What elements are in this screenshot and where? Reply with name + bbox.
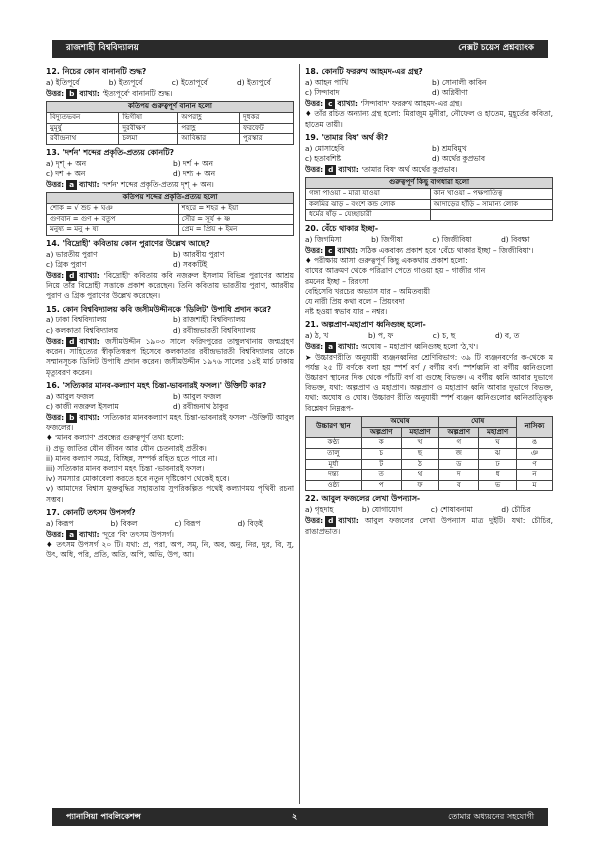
note-point: নষ্ট হওয়া স্বভাব যার – নশ্বর। bbox=[305, 307, 388, 317]
options bbox=[305, 235, 553, 245]
question-text: 13. 'দর্শন' শব্দের প্রকৃতি-প্রত্যয় কোনটি? bbox=[46, 147, 174, 157]
table-row: ওষ্ঠ্য প ফ ব ভ ম bbox=[306, 480, 553, 491]
answer-badge: c bbox=[325, 99, 335, 109]
question-17 bbox=[46, 508, 294, 561]
option: c) হতাবশিষ্ট bbox=[305, 153, 341, 163]
answer: উত্তর: d ব্যাখ্যা: জসীমউদ্দীন ১৯০৩ সালে ফরিদপুরের তাম্বুলখানায় জন্মগ্রহণ করেন। সাহিত্যের স্বীকৃতিস্বরূপ হিসেবে কলকাতার রবীন্দ্রভারতী বিশ্ববিদ্যালয় তাকে সম্মানসূচক ডিলিট উপাধি প্রদান করেন। জসীমউদ্দীন ১৯৭৬ সালের ১৪ই মার্চ ঢাকায় মৃত্যুবরণ করেন। bbox=[46, 336, 294, 377]
note: ♦ পরীক্ষায় আসা গুরুত্বপূর্ণ কিছু এককথায় প্রকাশ হলো: bbox=[305, 256, 468, 266]
option: a) ইতিপূর্বে bbox=[46, 77, 80, 87]
note: ♦ তাঁর রচিত অন্যান্য গ্রন্থ হলো: মিরাজুম মুনীরা, নৌফেল ও হাতেম, মুহূর্তের কবিতা, হাতেম তায়ী। bbox=[305, 109, 553, 129]
suffix-table: কতিপয় শব্দের প্রকৃতি-প্রত্যয় হলো শোক = √ শুচ + ঘঞ শহরে = শহর + ইয়া গুণবান = গুণ + বতুপ সৌর = সূর্য + ষ্ণ মনুষ্য = মনু + ষ্য প্রেম = প্রিয় + ইমন bbox=[46, 192, 294, 236]
page-header bbox=[52, 40, 548, 58]
page-footer bbox=[52, 808, 548, 826]
note-point: রমনের ইচ্ছা – রিরংসা bbox=[305, 276, 369, 286]
answer-badge: b bbox=[66, 89, 77, 99]
table-row: কলমির ঝাড় – বংশে কন্ড লোক আদাড়ের হাঁড়ি – সামান্য লোক bbox=[306, 199, 553, 210]
question-text: 14. 'বিদ্রোহী' কবিতায় কোন পুরাণের উল্লেখ আছে? bbox=[46, 238, 210, 248]
answer-badge: d bbox=[66, 271, 77, 281]
question-text: 15. কোন বিশ্ববিদ্যালয় কবি জসীমউদ্দীনকে 'ডিলিট' উপাধি প্রদান করে? bbox=[46, 304, 272, 314]
options bbox=[46, 392, 294, 412]
option: b) জিগীষা bbox=[371, 234, 403, 244]
answer-badge: a bbox=[66, 530, 77, 540]
book-title: নেক্সট চয়েস প্রশ্নব্যাংক bbox=[458, 43, 534, 53]
question-14 bbox=[46, 239, 294, 302]
option: c) দশ + অন bbox=[46, 168, 86, 178]
question-text: 20. বেঁচে থাকার ইচ্ছা- bbox=[305, 223, 379, 233]
answer-badge: a bbox=[66, 180, 77, 190]
option: b) আরবীয় পুরাণ bbox=[173, 249, 225, 259]
option: a) কিরূপ bbox=[46, 518, 74, 528]
right-column bbox=[305, 64, 553, 804]
question-20 bbox=[305, 224, 553, 318]
option: a) আহন পাখি bbox=[305, 77, 349, 87]
question-21 bbox=[305, 320, 553, 491]
answer-badge: d bbox=[325, 165, 336, 175]
question-text: 22. আবুল ফজলের লেখা উপন্যাস- bbox=[305, 494, 421, 504]
table-row: মুমূর্ষু দুরবীক্ষণ পরাহ্ণ ফরফেট bbox=[47, 123, 294, 134]
answer-badge: b bbox=[66, 413, 77, 423]
options bbox=[305, 505, 553, 515]
table-row: গঙ্গা পাওয়া – মারা যাওয়া কান খাওয়া – পক্ষপাতিত্ব bbox=[306, 188, 553, 199]
question-16 bbox=[46, 381, 294, 505]
phonetics-table: উচ্চারণ স্থান অঘোষ ঘোষ নাসিক্য অল্পপ্রাণ মহাপ্রাণ অল্পপ্রাণ মহাপ্রাণ কণ্ঠ্য ক খ গ ঘ ঙ তালু চ ছ জ ঝ ঞ মূর্ধা ট ঠ ড ঢ ণ দন্ত্য ত থ দ ধ ন ওষ্ঠ্য প ফ ব ভ ম bbox=[305, 416, 553, 492]
column-divider bbox=[299, 64, 300, 804]
note-point: বেহিসেবি খরচের অভ্যাস যার – অমিতব্যয়ী bbox=[305, 286, 431, 296]
option: b) ইত্যপূর্বে bbox=[108, 77, 143, 87]
university-title: রাজশাহী বিশ্ববিদ্যালয় bbox=[66, 43, 139, 53]
note-point: i) প্রভু জাতির যৌন জীবন আর যৌন চেতনারই প্রতীক। bbox=[46, 443, 207, 453]
option: b) সোনালী কাবিন bbox=[432, 77, 487, 87]
option: d) অর্থের কুপ্রভাব bbox=[432, 153, 485, 163]
option: d) ইত্যপুর্বে bbox=[237, 77, 271, 87]
answer: উত্তর: c ব্যাখ্যা: সঠিক একবাক্য প্রকাশ হবে 'বেঁচে থাকার ইচ্ছা – জিজীবিষা'। bbox=[305, 245, 534, 255]
answer: উত্তর: a ব্যাখ্যা: 'দর্শন' শব্দের প্রকৃতি-প্রত্যয় দৃশ্‌ + অন। bbox=[46, 180, 214, 189]
question-13 bbox=[46, 148, 294, 236]
note: ♦ তৎসম উপসর্গ ২০ টি। যথা: প্র, পরা, অপ, সম্‌, নি, অব, অনু, নির, দুর, বি, সু, উৎ, অধি, পরি, প্রতি, অতি, অপি, অভি, উপ, আ। bbox=[46, 540, 294, 560]
option: a) আবুল ফজল bbox=[46, 391, 94, 401]
spelling-table: কতিপয় গুরুত্বপূর্ণ বানান হলো বিদ্যুতভবন ভিগীষা অপরাহ্ণ দূধকর মুমূর্ষু দুরবীক্ষণ পরাহ্ণ ফরফেট রবীন্দ্রনাথ চলমা আবিষ্কার পুরস্কার bbox=[46, 101, 294, 145]
option: c) শোষাবনামা bbox=[430, 505, 473, 515]
option: c) চ, ছ bbox=[432, 331, 456, 341]
option: b) বিকল bbox=[110, 518, 138, 528]
option: d) বিড়ই bbox=[237, 518, 263, 528]
note: ➤ উচ্চারণরীতি অনুযায়ী ব্যঞ্জনধ্বনির শ্রেণিবিভাগ: ৩৯ টি ব্যঞ্জনবর্ণের ক-থেকে ম পর্যন্ত ২৫ টি বর্ণকে বলা হয় স্পর্শ বর্ণ / বর্গীয় বর্ণ। স্পর্শধ্বনি বা বর্গীয় ধ্বনিগুলো উচ্চারণ স্থানের দিক থেকে পাঁচটি বর্গ বা গুচ্ছে বিভক্ত। এ বর্গীয় ধ্বনি আবার দুভাগে বিভক্ত, যথা: অল্পপ্রাণ ও মহাপ্রাণ। অল্পপ্রাণ ও মহাপ্রাণ ধ্বনি আবার দুভাগে বিভক্ত, যথা: অঘোষ ও ঘোষ। উচ্চারণ রীতি অনুযায়ী স্পর্শ ব্যঞ্জন ধ্বনিগুলোর ধ্বনিতাত্ত্বিক বিশ্লেষণ নিম্নরূপ- bbox=[305, 352, 553, 413]
options bbox=[46, 159, 294, 179]
note-point: iii) সত্যিকার মানব কল্যাণ মহৎ চিন্তা -ভাবনারই ফসল। bbox=[46, 464, 205, 474]
option: b) আবুল ফজল bbox=[173, 391, 222, 401]
options bbox=[46, 78, 294, 88]
answer: উত্তর: d ব্যাখ্যা: আবুল ফজলের লেখা উপন্যাস মাত্র দুইটি। যথা: চৌচির, রাঙাপ্রভাত। bbox=[305, 516, 553, 536]
option: c) কাজী নজরুল ইসলাম bbox=[46, 401, 119, 411]
option: c) ইতোপূর্বে bbox=[171, 77, 208, 87]
option: c) সিন্দাবাদ bbox=[305, 87, 340, 97]
note: ♦ 'মানব কল্যাণ' প্রবন্ধের গুরুত্বপূর্ণ তথ্য হলো: bbox=[46, 433, 184, 443]
note-point: যে নারী প্রিয় কথা বলে – প্রিয়ংবদা bbox=[305, 296, 405, 306]
table-row: গুণবান = গুণ + বতুপ সৌর = সূর্য + ষ্ণ bbox=[47, 214, 294, 225]
options bbox=[46, 315, 294, 335]
table-row: মূর্ধা ট ঠ ড ঢ ণ bbox=[306, 459, 553, 470]
question-text: 19. 'তামার বিষ' অর্থ কী? bbox=[305, 132, 389, 142]
option: b) প, ফ bbox=[368, 331, 394, 341]
answer-badge: a bbox=[325, 342, 336, 352]
option: d) অগ্নিবীণা bbox=[432, 87, 468, 97]
option: c) গ্রিক পুরাণ bbox=[46, 259, 87, 269]
options bbox=[305, 144, 553, 164]
question-text: 17. কোনটি তৎসম উপসর্গ? bbox=[46, 507, 136, 517]
publisher-name: প্যানাসিয়া পাবলিকেশন্স bbox=[66, 812, 141, 821]
option: c) কলকাতা বিশ্ববিদ্যালয় bbox=[46, 325, 119, 335]
note-point: v) আমাদের বিশ্বাস মুক্তবুদ্ধির সহায়তায় সুপরিকল্পিত পথেই কল্যাণময় পৃথিবী রচনা সম্ভব। bbox=[46, 484, 294, 504]
option: b) শ্রমবিমুখ bbox=[432, 143, 467, 153]
table-row: কণ্ঠ্য ক খ গ ঘ ঙ bbox=[306, 438, 553, 449]
answer: উত্তর: b ব্যাখ্যা: 'সত্যিকার মানবকল্যাণ মহৎ চিন্তা-ভাবনারই ফসল' -উক্তিটি আবুল ফজলের। bbox=[46, 412, 294, 433]
page-number: ২ bbox=[292, 812, 298, 821]
option: a) মোসাহেবি bbox=[305, 143, 345, 153]
options bbox=[46, 250, 294, 270]
question-19 bbox=[305, 133, 553, 221]
table-row: শোক = √ শুচ + ঘঞ শহরে = শহর + ইয়া bbox=[47, 203, 294, 214]
question-text: 12. নিচের কোন বানানটি শুদ্ধ? bbox=[46, 67, 147, 76]
options bbox=[305, 78, 553, 98]
answer: উত্তর: c ব্যাখ্যা: 'সিন্দাবাদ' ফররুখ আহমদ-এর গ্রন্থ। bbox=[305, 99, 463, 109]
option: b) রাজশাহী বিশ্ববিদ্যালয় bbox=[173, 315, 246, 325]
option: a) ঢাকা বিশ্ববিদ্যালয় bbox=[46, 315, 107, 325]
question-22 bbox=[305, 494, 553, 536]
question-12 bbox=[46, 67, 294, 145]
answer-badge: c bbox=[325, 246, 335, 256]
option: d) রবীন্দ্রনাথ ঠাকুর bbox=[173, 401, 229, 411]
answer: উত্তর: a ব্যাখ্যা: 'দূরে 'বি' তৎসম উপসর্গ। bbox=[46, 529, 174, 539]
option: a) গৃহদাহ bbox=[305, 505, 334, 515]
option: c) জিজীবিষা bbox=[432, 234, 472, 244]
answer: উত্তর: b ব্যাখ্যা: 'ইত্যপূর্বে' বানানটি শুদ্ধ। bbox=[46, 88, 173, 98]
question-text: 18. কোনটি ফররুখ আহমদ-এর গ্রন্থ? bbox=[305, 67, 423, 76]
option: a) দৃশ্‌ + অন bbox=[46, 158, 87, 168]
option: c) বিরূপ bbox=[174, 518, 201, 528]
tagline: তোমার অধ্যয়নের সহযোগী bbox=[448, 812, 534, 821]
question-15 bbox=[46, 305, 294, 378]
table-row: তালু চ ছ জ ঝ ঞ bbox=[306, 448, 553, 459]
table-row: বিদ্যুতভবন ভিগীষা অপরাহ্ণ দূধকর bbox=[47, 112, 294, 123]
question-text: 21. অল্পপ্রাণ-মহাপ্রাণ ধ্বনিগুচ্ছ হলো- bbox=[305, 320, 426, 330]
option: a) ঠ, খ bbox=[305, 331, 329, 341]
answer: উত্তর: a ব্যাখ্যা: অঘোষ – মহাপ্রাণ ধ্বনিগুচ্ছ হলো 'ঠ,খ'। bbox=[305, 342, 479, 352]
idiom-table: গুরুত্বপূর্ণ কিছু বাগধারা হলো গঙ্গা পাওয়া – মারা যাওয়া কান খাওয়া – পক্ষপাতিত্ব কলমির ঝাড় – বংশে কন্ড লোক আদাড়ের হাঁড়ি – সামান্য লোক ধর্মের ষাঁড় – যেচ্ছাচারী bbox=[305, 177, 553, 221]
note-point: বাঘের আক্রমণ থেকে পরিত্রাণ পেতে গাওয়া হয় – গাজীর গান bbox=[305, 266, 486, 276]
options bbox=[305, 331, 553, 341]
table-row: ধর্মের ষাঁড় – যেচ্ছাচারী bbox=[306, 210, 553, 221]
option: d) দশ্য + অন bbox=[173, 168, 216, 178]
option: d) রবীন্দ্রভারতী বিশ্ববিদ্যালয় bbox=[173, 325, 256, 335]
option: d) বিবক্ষা bbox=[501, 234, 530, 244]
answer-badge: d bbox=[325, 516, 336, 526]
option: d) ব, ত bbox=[494, 331, 520, 341]
option: b) যোগাযোগ bbox=[361, 505, 403, 515]
answer-badge: d bbox=[66, 337, 77, 347]
left-column bbox=[46, 64, 294, 804]
option: a) জিগমিসা bbox=[305, 234, 342, 244]
table-row: দন্ত্য ত থ দ ধ ন bbox=[306, 470, 553, 481]
options bbox=[46, 519, 294, 529]
note-point: iv) সমস্যার মোকাবেলা করতে হবে নতুন দৃষ্টিকোণ থেকেই হবে। bbox=[46, 474, 230, 484]
answer: উত্তর: d ব্যাখ্যা: 'তামার বিষ' অর্থ অর্থের কুপ্রভাব। bbox=[305, 165, 458, 175]
option: d) সবকটিই bbox=[173, 259, 208, 269]
question-18 bbox=[305, 67, 553, 130]
note-point: ii) মানব কল্যাণ সমগ্র, বিচ্ছিন্ন, সম্পর্ক রহিত হতে পারে না। bbox=[46, 453, 218, 463]
table-row: মনুষ্য = মনু + ষ্য প্রেম = প্রিয় + ইমন bbox=[47, 225, 294, 236]
option: a) ভারতীয় পুরাণ bbox=[46, 249, 98, 259]
option: b) দর্শ + অন bbox=[173, 158, 213, 168]
answer: উত্তর: d ব্যাখ্যা: 'বিদ্রোহী' কবিতায় কবি নজরুল ইসলাম বিভিন্ন পুরাণের আশ্রয় নিয়ে তাঁর বিদ্রোহী সত্তাকে প্রকাশ করেছেন। তিনি কবিতায় ভারতীয় পুরাণ, আরবীয় পুরাণ ও গ্রিক পুরাণের উল্লেখ করেছেন। bbox=[46, 271, 294, 301]
option: d) চৌচির bbox=[501, 505, 531, 515]
question-text: 16. 'সত্যিকার মানব-কল্যাণ মহৎ চিন্তা-ভাবনারই ফসল।' উক্তিটি কার? bbox=[46, 380, 267, 390]
table-row: রবীন্দ্রনাথ চলমা আবিষ্কার পুরস্কার bbox=[47, 134, 294, 145]
